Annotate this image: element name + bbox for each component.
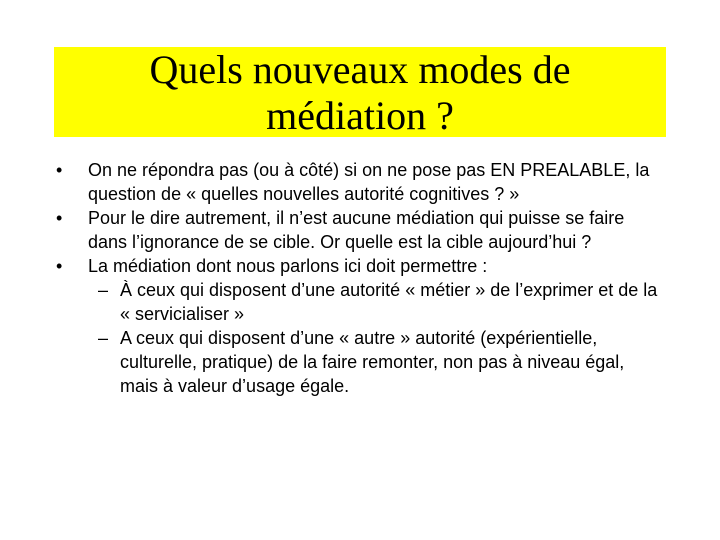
bullet-text: On ne répondra pas (ou à côté) si on ne pose pas EN PREALABLE, la question de « quelles nouvelles autorité cognitives ? »	[88, 160, 650, 204]
sub-bullet-marker: –	[98, 328, 109, 348]
bullet-item	[56, 254, 666, 278]
bullet-marker: •	[56, 208, 63, 228]
sub-bullet-text: À ceux qui disposent d’une autorité « métier » de l’exprimer et de la « servicialiser »	[120, 280, 658, 324]
sub-bullet-text: A ceux qui disposent d’une « autre » autorité (expérientielle, culturelle, pratique) de la faire remonter, non pas à niveau égal, mais à valeur d’usage égale.	[120, 328, 625, 396]
bullet-text: La médiation dont nous parlons ici doit permettre :	[88, 256, 488, 276]
bullet-item	[56, 206, 666, 254]
sub-bullet-item	[56, 278, 666, 326]
bullet-item	[56, 158, 666, 206]
slide-title: Quels nouveaux modes de médiation ?	[149, 47, 571, 138]
sub-bullet-marker: –	[98, 280, 109, 300]
bullet-text: Pour le dire autrement, il n’est aucune médiation qui puisse se faire dans l’ignorance de se cible. Or quelle est la cible aujourd’hui ?	[88, 208, 625, 252]
bullet-marker: •	[56, 256, 63, 276]
sub-bullet-item	[56, 326, 666, 398]
bullet-marker: •	[56, 160, 63, 180]
slide-body	[56, 158, 666, 398]
